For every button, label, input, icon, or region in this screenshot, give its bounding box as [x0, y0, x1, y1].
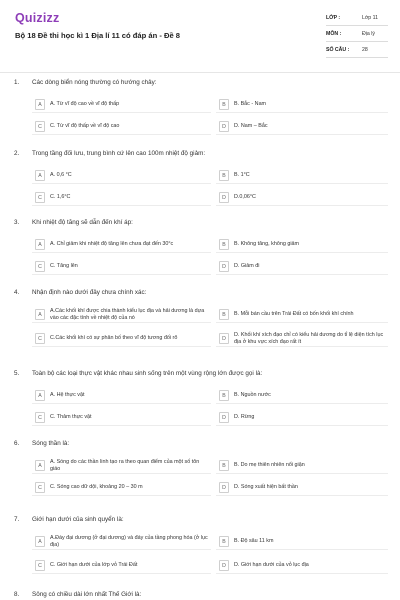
option-b[interactable]: [216, 534, 388, 549]
divider: [32, 573, 211, 574]
logo-text: Quizizz: [15, 11, 60, 25]
question-text: Các dòng biển nóng thường có hướng chảy:: [32, 79, 157, 86]
option-text: A. Sóng do các thần linh tạo ra theo quan điểm của một số tôn giáo: [50, 459, 200, 472]
option-letter-box: [219, 536, 229, 547]
divider: [32, 322, 211, 323]
divider: [216, 425, 388, 426]
option-letter-box: [35, 121, 45, 132]
option-c[interactable]: [32, 558, 211, 573]
option-text: B. Độ sâu 11 km: [234, 538, 274, 544]
option-letter-box: [219, 170, 229, 181]
option-text: D. Rừng: [234, 414, 255, 420]
divider: [32, 205, 211, 206]
divider: [216, 573, 388, 574]
option-text: D. Nam – Bắc: [234, 123, 268, 129]
divider: [32, 549, 211, 550]
option-text: A.Các khối khí được chia thành kiểu lục địa và hải dương là dựa vào các đặc tính về nhiệt độ của nó: [50, 308, 205, 321]
option-letter: C: [38, 123, 42, 130]
option-text: B. Do mẹ thiên nhiên nổi giận: [234, 462, 305, 468]
option-letter-box: [35, 412, 45, 423]
divider: [216, 322, 388, 323]
option-d[interactable]: [216, 331, 388, 346]
option-letter-box: [35, 460, 45, 471]
header-divider: [0, 72, 400, 73]
option-letter: A: [38, 462, 42, 469]
option-letter: D: [222, 562, 226, 569]
header: [0, 0, 400, 70]
option-text: C. Sóng cao dữ dội, khoảng 20 – 30 m: [50, 484, 143, 490]
option-b[interactable]: [216, 307, 388, 322]
option-text: B. Nguồn nước: [234, 392, 271, 398]
option-letter-box: [35, 560, 45, 571]
option-letter-box: [219, 390, 229, 401]
divider: [216, 112, 388, 113]
option-b[interactable]: [216, 388, 388, 403]
option-letter-box: [219, 309, 229, 320]
option-letter: B: [222, 392, 226, 399]
option-c[interactable]: [32, 410, 211, 425]
option-letter-box: [219, 239, 229, 250]
option-letter-box: [219, 560, 229, 571]
option-text: C. Giới hạn dưới của lớp vỏ Trái Đất: [50, 562, 138, 568]
option-letter: A: [38, 392, 42, 399]
divider: [32, 252, 211, 253]
divider: [216, 473, 388, 474]
question-number: 3.: [14, 219, 20, 226]
option-letter-box: [35, 170, 45, 181]
option-letter: D: [222, 123, 226, 130]
option-text: D. Giảm đi: [234, 263, 260, 269]
option-letter: D: [222, 335, 226, 342]
option-c[interactable]: [32, 480, 211, 495]
divider: [216, 403, 388, 404]
option-a[interactable]: [32, 534, 211, 549]
option-letter: C: [38, 414, 42, 421]
divider: [216, 274, 388, 275]
divider: [326, 41, 388, 42]
meta-value: 28: [362, 47, 368, 53]
question-number: 4.: [14, 289, 20, 296]
option-letter-box: [35, 482, 45, 493]
divider: [216, 205, 388, 206]
option-letter-box: [35, 192, 45, 203]
question-text: Toàn bộ các loại thực vật khác nhau sinh sống trên một vùng rộng lớn được gọi là:: [32, 370, 263, 377]
question-text: Khi nhiệt độ tăng sẽ dẫn đến khí áp:: [32, 219, 133, 226]
question-text: Sóng thần là:: [32, 440, 70, 447]
option-letter: C: [38, 263, 42, 270]
option-letter: D: [222, 194, 226, 201]
option-letter-box: [35, 309, 45, 320]
divider: [326, 57, 388, 58]
option-c[interactable]: [32, 259, 211, 274]
option-d[interactable]: [216, 480, 388, 495]
option-d[interactable]: [216, 410, 388, 425]
option-text: A. Chỉ giảm khi nhiệt độ tăng lên chưa đạt đến 30°c: [50, 241, 174, 247]
quizizz-logo: [15, 11, 59, 25]
option-text: C. 1,6°C: [50, 194, 71, 200]
option-letter: B: [222, 241, 226, 248]
option-text: C. Tăng lên: [50, 263, 78, 269]
option-letter-box: [35, 99, 45, 110]
divider: [32, 134, 211, 135]
divider: [32, 425, 211, 426]
meta-label: SỐ CÂU :: [326, 47, 350, 53]
option-text: C. Thảm thực vật: [50, 414, 92, 420]
option-d[interactable]: [216, 558, 388, 573]
option-text: C.Các khối khí có sự phân bố theo vĩ độ tương đối rõ: [50, 335, 178, 341]
question-number: 7.: [14, 516, 20, 523]
option-letter-box: [219, 460, 229, 471]
option-letter-box: [219, 99, 229, 110]
divider: [216, 183, 388, 184]
option-a[interactable]: [32, 237, 211, 252]
option-a[interactable]: [32, 97, 211, 112]
meta-row-subject: [326, 28, 388, 42]
question-text: Trong tầng đối lưu, trung bình cứ lên cao 100m nhiệt độ giảm:: [32, 150, 206, 157]
option-letter: C: [38, 562, 42, 569]
option-letter: B: [222, 172, 226, 179]
divider: [216, 134, 388, 135]
divider: [216, 549, 388, 550]
question-number: 1.: [14, 79, 20, 86]
option-letter-box: [35, 390, 45, 401]
option-letter-box: [35, 261, 45, 272]
option-letter: A: [38, 101, 42, 108]
option-text: A. Hệ thực vật: [50, 392, 85, 398]
option-letter: D: [222, 263, 226, 270]
option-d[interactable]: [216, 259, 388, 274]
divider: [216, 346, 388, 347]
divider: [32, 183, 211, 184]
option-c[interactable]: [32, 190, 211, 205]
option-letter-box: [35, 536, 45, 547]
option-letter: A: [38, 311, 42, 318]
option-letter: C: [38, 335, 42, 342]
option-letter-box: [35, 333, 45, 344]
meta-value: Lớp 11: [362, 15, 378, 21]
option-text: D. Sóng xuất hiện bất thần: [234, 484, 298, 490]
question-text: Nhận định nào dưới đây chưa chính xác:: [32, 289, 147, 296]
option-letter: A: [38, 538, 42, 545]
option-text: B. Mỗi bán cầu trên Trái Đất có bốn khối khí chính: [234, 311, 354, 317]
divider: [32, 473, 211, 474]
option-letter-box: [219, 333, 229, 344]
option-b[interactable]: [216, 97, 388, 112]
question-text: Giới hạn dưới của sinh quyển là:: [32, 516, 124, 523]
option-letter: B: [222, 462, 226, 469]
option-letter: B: [222, 311, 226, 318]
option-letter-box: [219, 261, 229, 272]
meta-value: Địa lý: [362, 31, 375, 37]
option-letter-box: [35, 239, 45, 250]
option-c[interactable]: [32, 331, 211, 346]
option-text: A.Đáy đại dương (ở đại dương) và đáy của tầng phong hóa (ở lục địa): [50, 535, 208, 548]
meta-label: LỚP :: [326, 15, 341, 21]
option-letter: D: [222, 414, 226, 421]
divider: [32, 495, 211, 496]
option-text: D. Giới hạn dưới của vỏ lục địa: [234, 562, 309, 568]
option-text: A. 0,6 °C: [50, 172, 72, 178]
option-text: B. 1°C: [234, 172, 250, 178]
option-letter: C: [38, 194, 42, 201]
option-d[interactable]: [216, 190, 388, 205]
divider: [32, 112, 211, 113]
question-number: 2.: [14, 150, 20, 157]
option-b[interactable]: [216, 168, 388, 183]
option-text: D.0,06°C: [234, 194, 256, 200]
divider: [32, 274, 211, 275]
option-letter: A: [38, 172, 42, 179]
option-text: B. Không tăng, không giảm: [234, 241, 300, 247]
question-text: Sông có chiều dài lớn nhất Thế Giới là:: [32, 591, 142, 598]
option-text: B. Bắc - Nam: [234, 101, 267, 107]
option-a[interactable]: [32, 458, 211, 473]
meta-row-count: [326, 44, 388, 58]
option-d[interactable]: [216, 119, 388, 134]
question-number: 6.: [14, 440, 20, 447]
option-letter: C: [38, 484, 42, 491]
option-a[interactable]: [32, 307, 211, 322]
document-title: Bộ 18 Đề thi học kì 1 Địa lí 11 có đáp án - Đề 8: [15, 31, 181, 40]
option-letter: D: [222, 484, 226, 491]
meta-row-class: [326, 12, 388, 26]
divider: [216, 252, 388, 253]
option-letter: A: [38, 241, 42, 248]
option-text: A. Từ vĩ độ cao về vĩ độ thấp: [50, 101, 120, 107]
option-letter-box: [219, 192, 229, 203]
meta-label: MÔN :: [326, 31, 342, 37]
option-letter-box: [219, 121, 229, 132]
option-b[interactable]: [216, 237, 388, 252]
divider: [326, 25, 388, 26]
option-a[interactable]: [32, 168, 211, 183]
divider: [216, 495, 388, 496]
option-a[interactable]: [32, 388, 211, 403]
question-number: 8.: [14, 591, 20, 598]
option-b[interactable]: [216, 458, 388, 473]
option-letter: B: [222, 538, 226, 545]
divider: [32, 403, 211, 404]
option-letter-box: [219, 412, 229, 423]
option-text: C. Từ vĩ độ thấp về vĩ độ cao: [50, 123, 120, 129]
option-c[interactable]: [32, 119, 211, 134]
question-number: 5.: [14, 370, 20, 377]
option-letter: B: [222, 101, 226, 108]
option-text: D. Khối khí xích đạo chỉ có kiểu hải dương do tỉ lệ diện tích lục địa ở khu vực xích đạo rất ít: [234, 332, 384, 345]
divider: [32, 346, 211, 347]
option-letter-box: [219, 482, 229, 493]
